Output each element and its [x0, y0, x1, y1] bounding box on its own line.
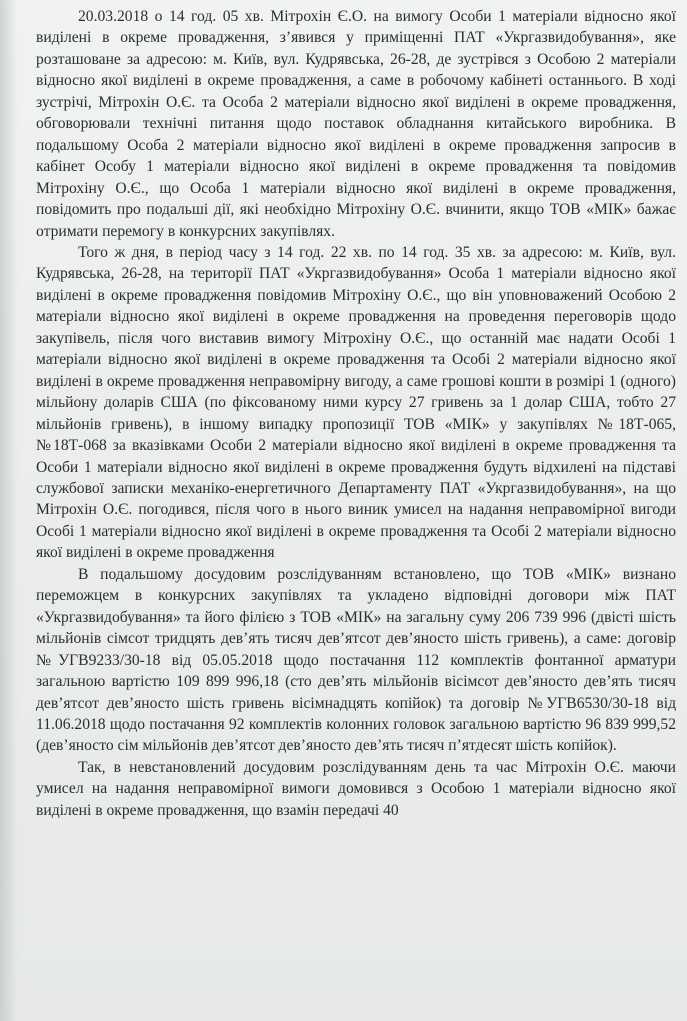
paragraph-meeting: 20.03.2018 о 14 год. 05 хв. Мітрохін Є.О. на вимогу Особи 1 матеріали відносно якої виділені в окреме провадження, з’явився у приміщенні ПАТ «Укргазвидобування», яке розташоване за адресою: м. Київ, вул. Кудрявська, 26-28, де зустрівся з Особою 2 матеріали відносно якої виділені в окреме провадження, а саме в робочому кабінеті останнього. В ході зустрічі, Мітрохін О.Є. та Особа 2 матеріали відносно якої виділені в окреме провадження, обговорювали технічні питання щодо поставок обладнання китайського виробника. В подальшому Особа 2 матеріали відносно якої виділені в окреме провадження запросив в кабінет Особу 1 матеріали відносно якої виділені в окреме провадження та повідомив Мітрохіну О.Є., що Особа 1 матеріали відносно якої виділені в окреме провадження, повідомить про подальші дії, які необхідно Мітрохіну О.Є. вчинити, якщо ТОВ «МІК» бажає отримати перемогу в конкурсних закупівлях. — [36, 8, 676, 240]
paragraph-contracts: В подальшому досудовим розслідуванням встановлено, що ТОВ «МІК» визнано переможцем в конкурсних закупівлях та укладено відповідні договори між ПАТ «Укргазвидобування» та його філією з ТОВ «МІК» на загальну суму 206 739 996 (двісті шість мільйонів сімсот тридцять дев’ять тисяч дев’ятсот дев’яносто шість гривень), а саме: договір №УГВ9233/30-18 від 05.05.2018 щодо постачання 112 комплектів фонтанної арматури загальною вартістю 109 899 996,18 (сто дев’ять мільйонів вісімсот дев’яносто дев’ять тисяч дев’ятсот дев’яносто шість гривень вісімнадцять копійок) та договір №УГВ6530/30-18 від 11.06.2018 щодо постачання 92 комплектів колонних головок загальною вартістю 96 839 999,52 (дев’яносто сім мільйонів дев’ятсот дев’яносто дев’ять тисяч п’ятдесят шість копійок). — [36, 565, 676, 755]
paragraph-agreement: Так, в невстановлений досудовим розслідуванням день та час Мітрохін О.Є. маючи умисел на надання неправомірної вимоги домовився з Особою 1 матеріали відносно якої виділені в окреме провадження, що взамін передачі 40 — [36, 758, 676, 819]
paragraph-demand: Того ж дня, в період часу з 14 год. 22 хв. по 14 год. 35 хв. за адресою: м. Київ, вул. Кудрявська, 26-28, на території ПАТ «Укргазвидобування» Особа 1 матеріали відносно якої виділені в окреме провадження повідомив Мітрохіну О.Є., що він уповноважений Особою 2 матеріали відносно якої виділені в окреме провадження на проведення переговорів щодо закупівель, після чого виставив вимогу Мітрохіну О.Є., що останній має надати Особі 1 матеріали відносно якої виділені в окреме провадження та Особі 2 матеріали відносно якої виділені в окреме провадження неправомірну вигоду, а саме грошові кошти в розмірі 1 (одного) мільйону доларів США (по фіксованому ними курсу 27 гривень за 1 долар США, тобто 27 мільйонів гривень), в іншому випадку пропозиції ТОВ «МІК» у закупівлях №18Т-065, №18Т-068 за вказівками Особи 2 матеріали відносно якої виділені в окреме провадження та Особи 1 матеріали відносно якої виділені в окреме провадження будуть відхилені на підставі службової записки механіко-енергетичного Департаменту ПАТ «Укргазвидобування», на що Мітрохін О.Є. погодився, після чого в нього виник умисел на надання неправомірної вигоди Особі 1 матеріали відносно якої виділені в окреме провадження та Особі 2 матеріали відносно якої виділені в окреме провадження — [36, 243, 676, 562]
page-edge-shadow — [0, 0, 18, 1021]
document-body — [36, 6, 676, 821]
